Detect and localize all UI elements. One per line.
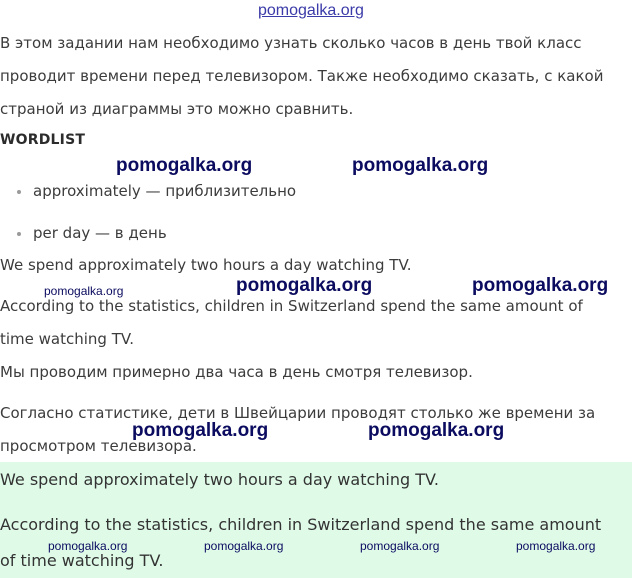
wordlist-heading: WORDLIST: [0, 132, 86, 148]
list-item: per day — в день: [33, 224, 167, 242]
bullet-icon: [17, 190, 21, 194]
watermark: pomogalka.org: [472, 275, 609, 296]
intro-line-1: В этом задании нам необходимо узнать сколько часов в день твой класс: [0, 34, 582, 52]
watermark: pomogalka.org: [132, 420, 269, 441]
russian-line-3: просмотром телевизора.: [0, 437, 197, 455]
watermark: pomogalka.org: [204, 539, 284, 553]
watermark: pomogalka.org: [368, 420, 505, 441]
english-line-3: time watching TV.: [0, 330, 134, 348]
watermark-top: pomogalka.org: [258, 2, 364, 19]
english-line-1: We spend approximately two hours a day watching TV.: [0, 256, 412, 274]
answer-line-1: We spend approximately two hours a day watching TV.: [0, 470, 439, 489]
answer-line-3: of time watching TV.: [0, 551, 164, 570]
watermark: pomogalka.org: [352, 155, 489, 176]
watermark: pomogalka.org: [48, 539, 128, 553]
watermark: pomogalka.org: [516, 539, 596, 553]
watermark: pomogalka.org: [360, 539, 440, 553]
watermark: pomogalka.org: [236, 275, 373, 296]
watermark: pomogalka.org: [44, 284, 124, 298]
russian-line-1: Мы проводим примерно два часа в день смотря телевизор.: [0, 363, 473, 381]
intro-line-3: страной из диаграммы это можно сравнить.: [0, 100, 354, 118]
intro-line-2: проводит времени перед телевизором. Также необходимо сказать, с какой: [0, 67, 604, 85]
list-item: approximately — приблизительно: [33, 182, 297, 200]
answer-line-2: According to the statistics, children in Switzerland spend the same amount: [0, 515, 602, 534]
russian-line-2: Согласно статистике, дети в Швейцарии проводят столько же времени за: [0, 404, 596, 422]
bullet-icon: [17, 232, 21, 236]
english-line-2: According to the statistics, children in Switzerland spend the same amount of: [0, 297, 583, 315]
watermark: pomogalka.org: [116, 155, 253, 176]
